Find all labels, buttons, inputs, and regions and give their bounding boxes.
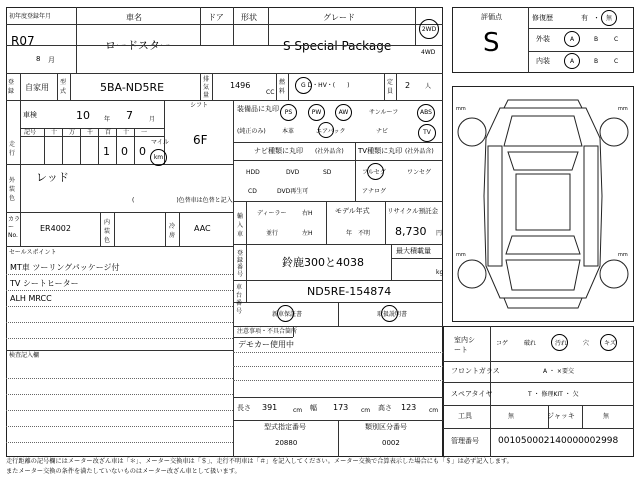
- reg-number-label: 登録番号: [237, 250, 244, 278]
- tv-type-sub: (社外品含): [405, 148, 434, 155]
- new-warranty: 新車保証書: [272, 311, 303, 318]
- sales-line-2: TV シートヒーター: [10, 279, 79, 288]
- digit-label-5: 十: [123, 129, 130, 136]
- tv-fullseg: フルセグ: [362, 169, 386, 176]
- color-code-label: カラーNo.: [8, 216, 21, 239]
- left-sheet: [6, 7, 443, 457]
- seat-kizu-circle: [600, 334, 617, 351]
- digit-label-kigo: 記号: [24, 129, 37, 136]
- inspection-month: 7: [126, 109, 133, 122]
- car-rear-window: [506, 236, 580, 254]
- shift-value: 6F: [193, 133, 208, 147]
- import-label: 輸入車: [237, 213, 244, 238]
- jack-value: 無: [603, 413, 610, 420]
- tv-oneseg: ワンセグ: [407, 169, 432, 176]
- mileage-label: 走行: [9, 141, 16, 157]
- exterior-color-value: レッド: [36, 171, 69, 184]
- tv-analog: アナログ: [362, 188, 387, 195]
- model-year-label: モデル年式: [335, 207, 370, 215]
- inspection-month-unit: 月: [149, 116, 156, 123]
- equip-aw: AW: [335, 104, 352, 121]
- recycle-label: リサイクル預託金: [387, 207, 439, 215]
- car-name-label: 車名: [126, 13, 142, 22]
- equip-abs: ABS: [417, 104, 435, 122]
- interior-color-label: 内装色: [104, 219, 111, 244]
- mileage-digit-4: 1: [103, 145, 110, 158]
- sales-point-label: セールスポイント: [9, 249, 57, 256]
- repair-yes: 有: [581, 14, 588, 22]
- footer-note-1: 走行距離の記号欄にはメーター改ざん車は「＊」、メーター交換車は「＄」、走行不明車は「＃」を記入してください。メーター交換で合算表示した場合にも「＄」は必ず記入します。: [6, 458, 513, 465]
- month-unit: 月: [48, 56, 55, 64]
- rear-bumper: [504, 298, 582, 308]
- grade-label: グレード: [323, 13, 355, 22]
- equip-leather: 本革: [282, 128, 295, 135]
- nav-type-label: ナビ種類に丸印: [254, 147, 303, 155]
- manual: 取扱説明書: [377, 311, 408, 318]
- digit-label-3: 千: [87, 129, 94, 136]
- tire-rr-label: mm: [618, 252, 628, 258]
- length-unit: cm: [293, 407, 303, 414]
- import-dealer: ディーラー: [257, 210, 287, 217]
- tools-value: 無: [508, 413, 515, 420]
- height-label: 高さ: [378, 404, 392, 412]
- inspection-year: 10: [76, 109, 90, 122]
- car-windshield: [508, 152, 578, 170]
- capacity-value: 2: [405, 81, 411, 90]
- equip-airbag-circle: [318, 122, 334, 138]
- type-no-value: 20880: [275, 439, 298, 447]
- seat-koge: コゲ: [496, 340, 509, 347]
- width-value: 173: [333, 403, 349, 412]
- digit-label-1: 十: [51, 129, 58, 136]
- car-damage-diagram: [452, 86, 634, 322]
- tire-fl-label: mm: [456, 106, 466, 112]
- interior-b: B: [594, 58, 599, 65]
- fuel-options: G D・HV・( ): [301, 82, 350, 89]
- shift-label: シフト: [190, 102, 209, 109]
- reg-number-value: 鈴鹿300と4038: [282, 256, 364, 269]
- exterior-color-label: 外装色: [9, 177, 16, 202]
- model-value: 5BA-ND5RE: [100, 81, 165, 94]
- car-name: ロードスター: [105, 39, 171, 52]
- ac-value: AAC: [194, 224, 211, 233]
- seat-yabure: 破れ: [524, 340, 537, 347]
- interior-a-circle: A: [564, 53, 580, 69]
- nav-type-sub: (社外品含): [315, 148, 344, 155]
- manual-circle: [381, 305, 398, 322]
- seat-kizu: キズ: [604, 340, 616, 347]
- ac-label: 冷房: [169, 223, 176, 239]
- equip-airbag: エアバック: [316, 128, 346, 135]
- exterior-label: 外装: [536, 35, 550, 43]
- windshield-label: フロントガラス: [451, 367, 500, 375]
- seat-yogore: 汚れ: [555, 340, 568, 347]
- chassis-value: ND5RE-154874: [307, 285, 392, 298]
- footer-note-2: またメーター交換の条件を満たしていないものはメーター改ざん車として扱います。: [6, 468, 241, 475]
- mileage-digit-6: 0: [139, 145, 146, 158]
- jack-label: ジャッキ: [547, 412, 575, 420]
- seat-ana: 穴: [583, 340, 590, 347]
- digit-label-4: 百: [105, 129, 112, 136]
- model-label: 型式: [60, 79, 67, 95]
- repair-no-circle: 無: [601, 10, 617, 26]
- digit-label-6: 一: [141, 129, 148, 136]
- nav-cd: CD: [248, 188, 257, 195]
- length-label: 長さ: [237, 404, 251, 412]
- front-left-wheel: [458, 118, 486, 146]
- score-label: 評価点: [481, 13, 502, 21]
- width-unit: cm: [361, 407, 371, 414]
- tv-type-label: TV種類に丸印: [358, 147, 403, 155]
- recycle-value: 8,730: [395, 225, 427, 238]
- first-reg-label: 初年度登録年月: [9, 13, 52, 20]
- nav-hdd: HDD: [246, 169, 260, 176]
- fuel-label: 燃料: [279, 79, 286, 95]
- equipment-sub: (純正のみ): [237, 128, 266, 135]
- model-year-value: 年 不明: [346, 230, 371, 237]
- equipment-label: 装備品に丸印: [237, 105, 279, 113]
- front-bumper: [504, 100, 582, 108]
- drive-4wd: 4WD: [421, 49, 436, 56]
- recycle-yen: 円: [436, 230, 443, 237]
- max-load-label: 最大積載量: [396, 247, 431, 255]
- tools-label: 工具: [458, 412, 472, 420]
- equip-tv: TV: [418, 124, 436, 142]
- rear-left-wheel: [458, 260, 486, 288]
- car-right-side: [584, 146, 598, 266]
- reg-label: 登録: [8, 79, 15, 95]
- nav-dvd-play: DVD再生可: [277, 188, 309, 195]
- color-code-value: ER4002: [40, 224, 71, 233]
- car-cabin: [516, 174, 570, 230]
- first-reg-month: 8: [36, 55, 41, 63]
- equip-sunroof: サンルーフ: [369, 109, 399, 116]
- score-value: S: [483, 28, 500, 58]
- class-no-label: 類別区分番号: [365, 423, 407, 431]
- seat-yogore-circle: [551, 334, 568, 351]
- use-label: 自家用: [25, 83, 49, 92]
- inspector-label: 検査記入欄: [9, 352, 40, 359]
- sales-line-1: MT車 ツーリングパッケージ付: [10, 263, 120, 272]
- width-label: 幅: [310, 404, 317, 412]
- front-right-wheel: [600, 118, 628, 146]
- class-no-value: 0002: [382, 439, 400, 447]
- grade-value: S Special Package: [283, 39, 392, 53]
- exterior-c: C: [614, 36, 619, 43]
- drive-2wd: 2WD: [419, 19, 439, 39]
- height-value: 123: [401, 403, 417, 412]
- car-hood: [504, 116, 582, 146]
- nav-dvd: DVD: [286, 169, 300, 176]
- notes-label: 注意事項・不具合箇所: [237, 328, 298, 335]
- mile-label: マイル: [151, 139, 169, 146]
- digit-label-2: 万: [69, 129, 76, 136]
- shape-label: 形状: [241, 13, 257, 22]
- equip-pw: PW: [308, 104, 325, 121]
- length-value: 391: [262, 403, 278, 412]
- rear-right-wheel: [600, 260, 628, 288]
- interior-seat-label: 室内シート: [454, 336, 475, 354]
- mileage-digit-5: 0: [121, 145, 128, 158]
- nav-sd: SD: [323, 169, 332, 176]
- km-circle: km: [150, 149, 167, 166]
- import-parallel: 並行: [266, 230, 279, 237]
- repair-sep: ・: [593, 14, 600, 22]
- import-left: 左H: [302, 230, 313, 237]
- sales-line-3: ALH MRCC: [10, 294, 52, 303]
- spare-tire-label: スペアタイヤ: [451, 390, 493, 398]
- color-change-note: ( )色替車は色替と記入: [132, 197, 233, 204]
- exterior-a-circle: A: [564, 31, 580, 47]
- control-number-value: 001050002140000002998: [498, 436, 619, 446]
- chassis-label: 車台番号: [236, 284, 243, 315]
- max-load-kg: kg: [436, 269, 444, 276]
- inspection-label: 車検: [23, 111, 37, 119]
- tv-fullseg-circle: [367, 163, 384, 180]
- first-reg-year: R07: [11, 34, 35, 48]
- notes-text: デモカー使用中: [238, 340, 294, 349]
- exterior-b: B: [594, 36, 599, 43]
- spare-tire-options: T ・ 修理KIT ・ 欠: [528, 391, 579, 398]
- car-trunk: [506, 260, 580, 290]
- type-no-label: 型式指定番号: [264, 423, 306, 431]
- capacity-unit: 人: [425, 83, 432, 90]
- equip-ps: PS: [280, 104, 297, 121]
- car-left-side: [488, 146, 502, 266]
- displacement-value: 1496: [230, 81, 251, 90]
- equip-nav: ナビ: [376, 128, 389, 135]
- height-unit: cm: [429, 407, 439, 414]
- repair-label: 修復歴: [532, 14, 553, 22]
- tire-rl-label: mm: [456, 252, 466, 258]
- tire-fr-label: mm: [618, 106, 628, 112]
- displacement-label: 排気量: [203, 76, 210, 99]
- capacity-label: 定員: [387, 79, 394, 95]
- door-label: ドア: [208, 13, 224, 22]
- import-right: 右H: [302, 210, 313, 217]
- interior-c: C: [614, 58, 619, 65]
- interior-label: 内装: [536, 57, 550, 65]
- inspection-year-unit: 年: [104, 116, 111, 123]
- control-number-label: 管理番号: [451, 437, 479, 445]
- new-warranty-circle: [277, 305, 294, 322]
- windshield-options: A ・ ×要交: [543, 368, 574, 375]
- cc-unit: CC: [266, 89, 275, 96]
